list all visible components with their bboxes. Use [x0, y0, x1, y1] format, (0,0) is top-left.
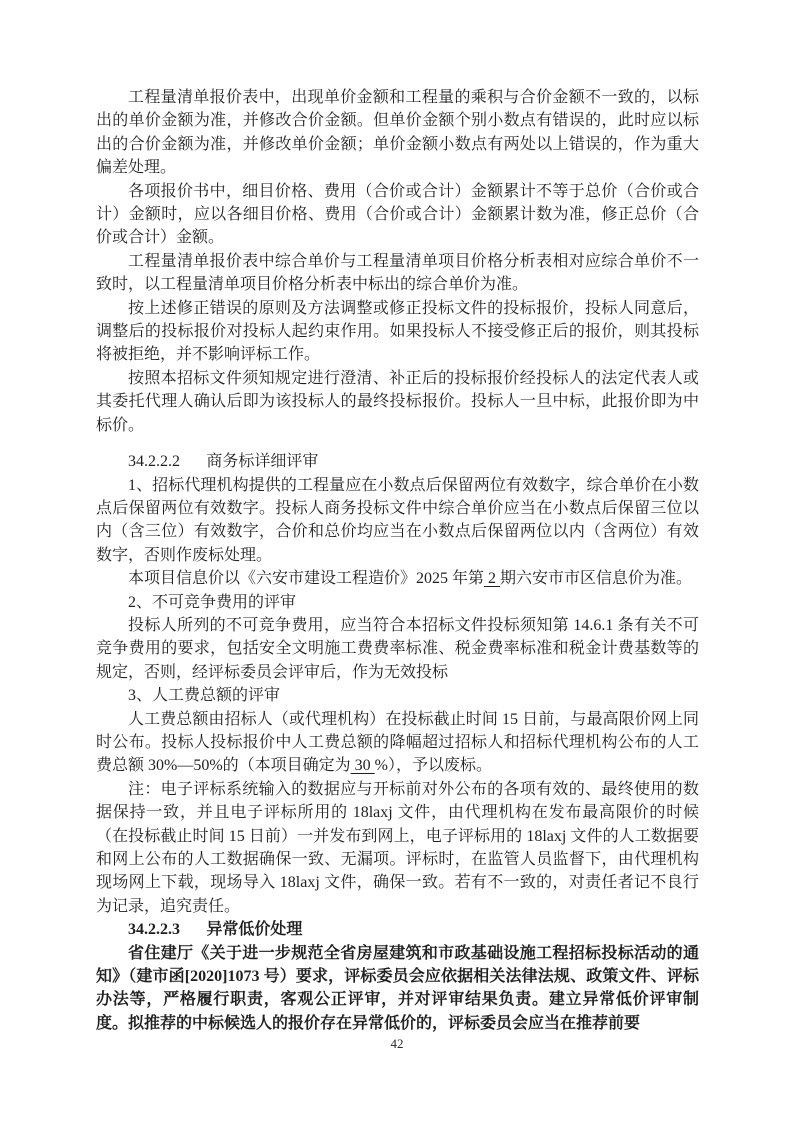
- section-number: 34.2.2.3: [128, 921, 180, 939]
- paragraph-composite-price-rule: 工程量清单报价表中综合单价与工程量清单项目价格分析表相对应综合单价不一致时，以工程量清单项目价格分析表中标出的综合单价为准。: [96, 252, 699, 294]
- page-number: 42: [390, 1036, 404, 1051]
- filled-blank-issue-number: 2: [484, 570, 501, 588]
- section-heading-business-review: [96, 450, 699, 473]
- paragraph-subtotal-correction: 各项报价书中，细目价格、费用（合价或合计）金额累计不等于总价（合价或合计）金额时，应以各细目价格、费用（合价或合计）金额累计数为准，修正总价（合价或合计）金额。: [96, 182, 699, 247]
- paragraph-decimal-digits-rule: 1、招标代理机构提供的工程量应在小数点后保留两位有效数字，综合单价在小数点后保留两位有效数字。投标人商务投标文件中综合单价应当在小数点后保留三位以内（含三位）有效数字，合价和总价均应当在小数点后保留两位以内（含两位）有效数字，否则作废标处理。: [96, 476, 699, 564]
- labor-fee-text-pre: 人工费总额由招标人（或代理机构）在投标截止时间 15 日前，与最高限价网上同时公布。投标人投标报价中人工费总额的降幅超过招标人和招标代理机构公布的人工费总额 30%—50%的（本项目确定为: [96, 710, 699, 775]
- item-title-non-competitive-fees: 2、不可竞争费用的评审: [128, 593, 297, 611]
- paragraph-non-competitive-fees: 投标人所列的不可竞争费用，应当符合本招标文件投标须知第 14.6.1 条有关不可竞争费用的要求，包括安全文明施工费费率标准、税金费率标准和税金计费基数等的规定，否则，经评标委员会评审后，作为无效投标: [96, 616, 699, 681]
- paragraph-note-electronic-evaluation: 注：电子评标系统输入的数据应与开标前对外公布的各项有效的、最终使用的数据保持一致，并且电子评标所用的 18laxj 文件，由代理机构在发布最高限价的时候（在投标截止时间 15 日前）一并发布到网上，电子评标用的 18laxj 文件的人工数据要和网上公布的人工数据确保一致、无漏项。评标时，在监管人员监督下，由代理机构现场网上下载，现场导入 18laxj 文件，确保一致。若有不一致的，对责任者记不良行为记录，追究责任。: [96, 780, 699, 915]
- info-price-text-post: 期六安市市区信息价为准。: [500, 570, 693, 588]
- item-title-labor-fee-review: 3、人工费总额的评审: [128, 687, 281, 705]
- section-number: 34.2.2.2: [128, 453, 180, 471]
- section-heading-abnormal-low-price: [96, 918, 699, 941]
- info-price-text-pre: 本项目信息价以《六安市建设工程造价》2025 年第: [128, 570, 485, 588]
- section-title: 商务标详细评审: [206, 453, 319, 471]
- paragraph-info-price: [96, 567, 699, 590]
- page-footer: [0, 1036, 794, 1052]
- paragraph-unit-price-correction: 工程量清单报价表中，出现单价金额和工程量的乘积与合价金额不一致的，以标出的单价金额为准，并修改合价金额。但单价金额个别小数点有错误的，此时应以标出的合价金额为准，并修改单价金额；单价金额小数点有两处以上错误的，作为重大偏差处理。: [96, 89, 699, 177]
- paragraph-labor-fee: [96, 708, 699, 778]
- labor-fee-text-post: %），予以废标。: [374, 757, 493, 775]
- paragraph-final-bid-price: 按照本招标文件须知规定进行澄清、补正后的投标报价经投标人的法定代表人或其委托代理人确认后即为该投标人的最终投标报价。投标人一旦中标，此报价即为中标价。: [96, 369, 699, 434]
- section-title: 异常低价处理: [206, 921, 303, 939]
- document-body: [96, 86, 699, 1035]
- paragraph-abnormal-low-price-policy: 省住建厅《关于进一步规范全省房屋建筑和市政基础设施工程招标投标活动的通知》（建市函[2020]1073 号）要求，评标委员会应依据相关法律法规、政策文件、评标办法等，严格履行职责，客观公正评审，并对评审结果负责。建立异常低价评审制度。拟推荐的中标候选人的报价存在异常低价的，评标委员会应当在推荐前要: [96, 944, 699, 1032]
- filled-blank-labor-percentage: 30: [350, 757, 375, 775]
- paragraph-correction-binding: 按上述修正错误的原则及方法调整或修正投标文件的投标报价，投标人同意后，调整后的投标报价对投标人起约束作用。如果投标人不接受修正后的报价，则其投标将被拒绝，并不影响评标工作。: [96, 299, 699, 364]
